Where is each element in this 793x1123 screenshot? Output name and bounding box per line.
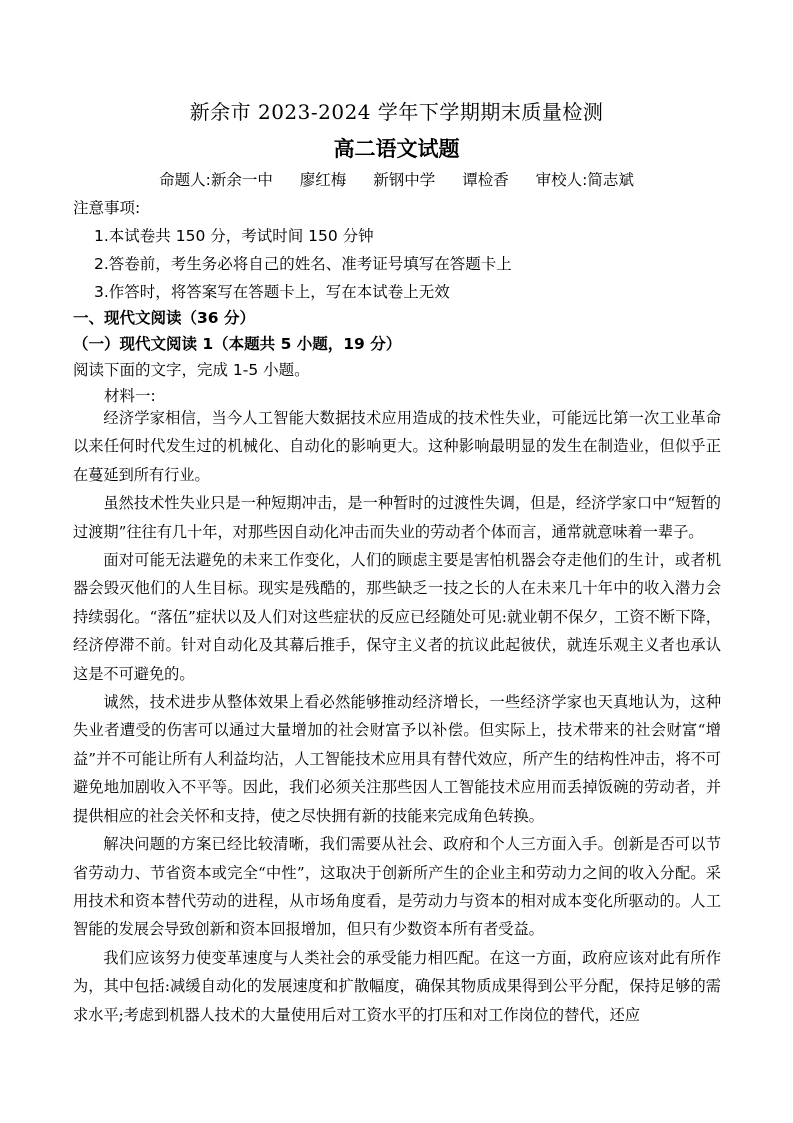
author-line <box>0 168 793 190</box>
passage-paragraph-4: 诚然，技术进步从整体效果上看必然能够推动经济增长，一些经济学家也天真地认为，这种失业者遭受的伤害可以通过大量增加的社会财富予以补偿。但实际上，技术带来的社会财富“增益”并不可能让所有人利益均沾，人工智能技术应用具有替代效应，所产生的结构性冲击，将不可避免地加剧收入不平等。因此，我们必须关注那些因人工智能技术应用而丢掉饭碗的劳动者，并提供相应的社会关怀和支持，使之尽快拥有新的技能来完成角色转换。 <box>73 693 721 825</box>
subsection-heading: （一）现代文阅读 1（本题共 5 小题，19 分） <box>73 335 402 353</box>
author-reviewer: 审校人:简志斌 <box>535 171 634 189</box>
passage-paragraph-1: 经济学家相信，当今人工智能大数据技术应用造成的技术性失业，可能远比第一次工业革命以来任何时代发生过的机械化、自动化的影响更大。这种影响最明显的发生在制造业，但似乎正在蔓延到所有行业。 <box>73 409 721 484</box>
passage-paragraph-3: 面对可能无法避免的未来工作变化，人们的顾虑主要是害怕机器会夺走他们的生计，或者机器会毁灭他们的人生目标。现实是残酷的，那些缺乏一技之长的人在未来几十年中的收入潜力会持续弱化。“落伍”症状以及人们对这些症状的反应已经随处可见:就业朝不保夕，工资不断下降，经济停滞不前。针对自动化及其幕后推手，保守主义者的抗议此起彼伏，就连乐观主义者也承认这是不可避免的。 <box>73 551 721 683</box>
reading-passage <box>73 404 721 1029</box>
note-item-2: 2.答卷前，考生务必将自己的姓名、准考证号填写在答题卡上 <box>94 255 512 273</box>
subject-title: 高二语文试题 <box>333 137 460 161</box>
material-label: 材料一: <box>104 387 156 405</box>
passage-paragraph-5: 解决问题的方案已经比较清晰，我们需要从社会、政府和个人三方面入手。创新是否可以节省劳动力、节省资本或完全“中性”，这取决于创新所产生的企业主和劳动力之间的收入分配。采用技术和资本替代劳动的进程，从市场角度看，是劳动力与资本的相对成本变化所驱动的。人工智能的发展会导致创新和资本回报增加，但只有少数资本所有者受益。 <box>73 835 721 939</box>
note-item-1: 1.本试卷共 150 分，考试时间 150 分钟 <box>94 227 374 245</box>
reading-instruction: 阅读下面的文字，完成 1-5 小题。 <box>73 361 310 379</box>
exam-title: 新余市 2023-2024 学年下学期期末质量检测 <box>189 100 604 124</box>
author-setter-2: 新钢中学 <box>373 171 436 189</box>
note-item-3: 3.作答时，将答案写在答题卡上，写在本试卷上无效 <box>94 283 450 301</box>
author-name-1: 廖红梅 <box>299 171 347 189</box>
passage-paragraph-2: 虽然技术性失业只是一种短期冲击，是一种暂时的过渡性失调，但是，经济学家口中“短暂的过渡期”往往有几十年，对那些因自动化冲击而失业的劳动者个体而言，通常就意味着一辈子。 <box>73 494 721 541</box>
author-name-2: 谭检香 <box>462 171 509 189</box>
section-heading: 一、现代文阅读（36 分） <box>73 309 255 327</box>
author-setter-1: 命题人:新余一中 <box>159 171 273 189</box>
passage-paragraph-6: 我们应该努力使变革速度与人类社会的承受能力相匹配。在这一方面，政府应该对此有所作为，其中包括:减缓自动化的发展速度和扩散幅度，确保其物质成果得到公平分配，保持足够的需求水平;考虑到机器人技术的大量使用后对工资水平的打压和对工作岗位的替代，还应 <box>73 948 721 1024</box>
notes-heading: 注意事项: <box>73 199 141 217</box>
